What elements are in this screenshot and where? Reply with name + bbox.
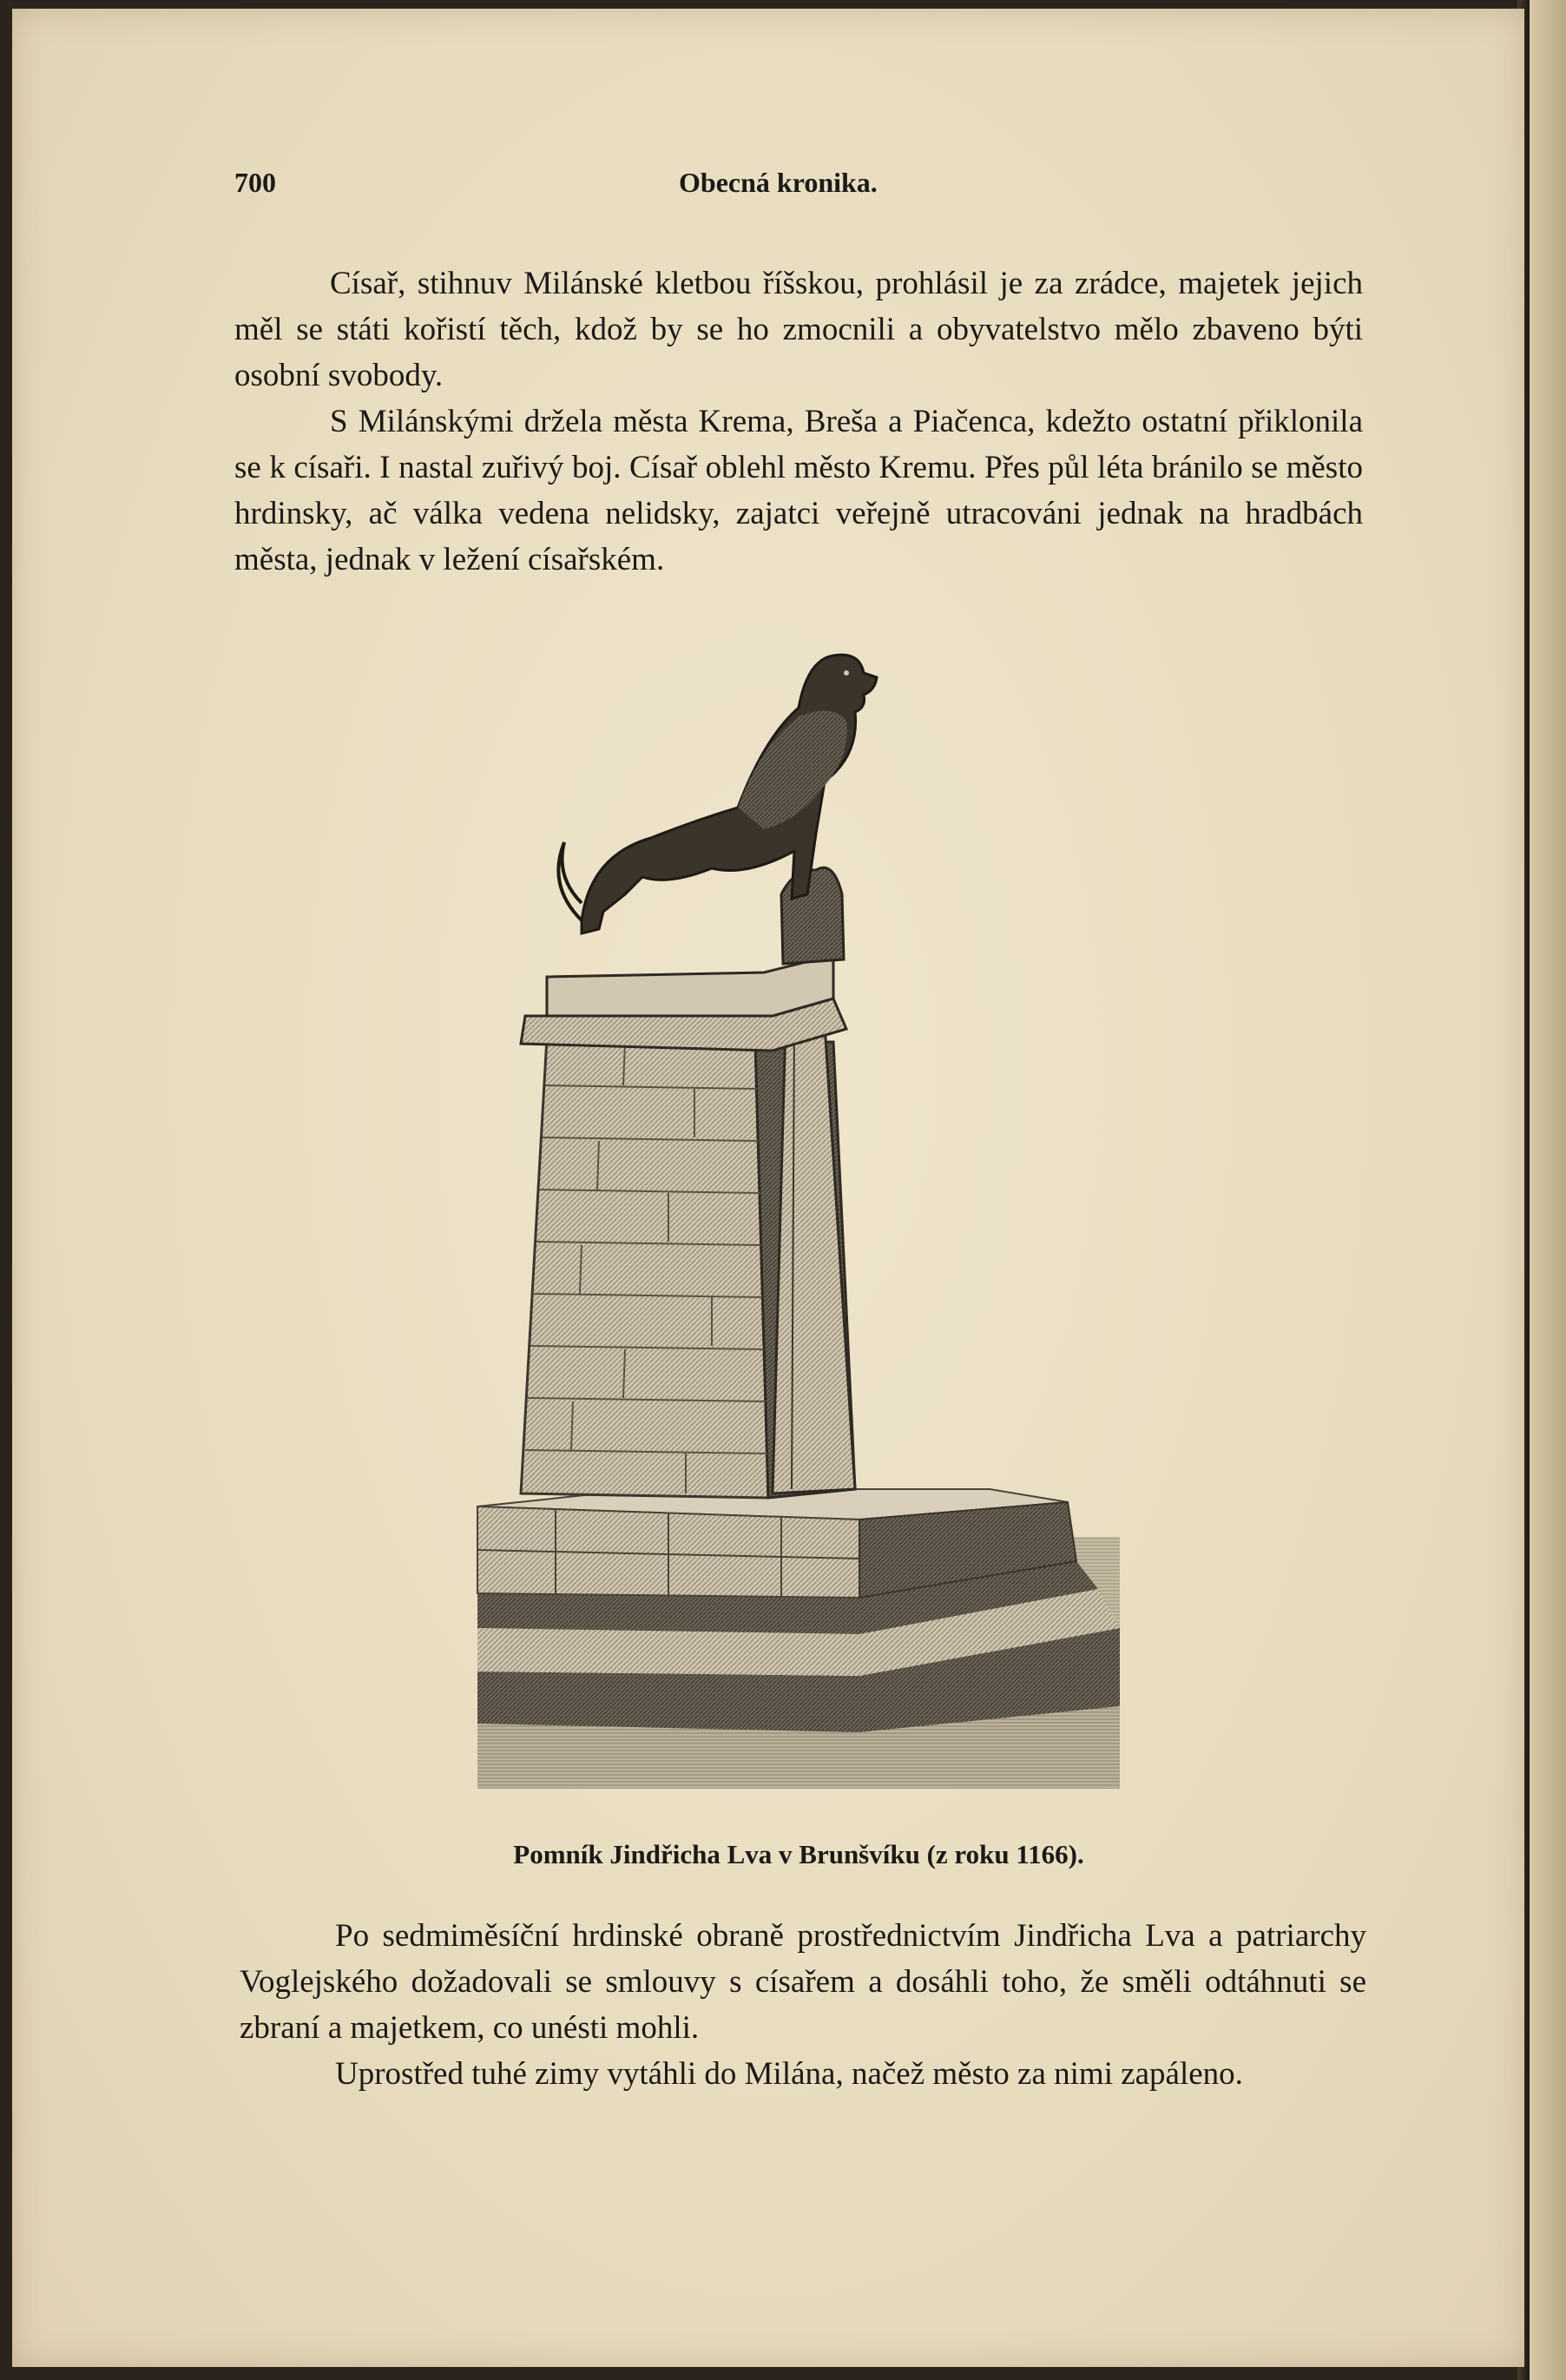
paragraph: S Milánskými držela města Krema, Breša a Piačenca, kdežto ostatní přiklonila se k císaři. I nastal zuřivý boj. Císař oblehl město Kremu. Přes půl léta bránilo se město hrdinsky, ač válka vedena nelidsky, zajatci veřejně utracováni jednak na hradbách města, jednak v ležení císařském. (234, 404, 1363, 577)
lion-monument-illustration (451, 634, 1146, 1802)
paragraph: Císař, stihnuv Milánské kletbou říšskou, prohlásil je za zrádce, majetek jejich měl se státi kořistí těch, kdož by se ho zmocnili a obyvatelstvo mělo zbaveno býti osobní svobody. (234, 266, 1363, 393)
figure-caption: Pomník Jindřicha Lva v Brunšvíku (z roku 1166). (513, 1839, 1084, 1869)
page-header (234, 167, 1363, 207)
column-cap (781, 867, 844, 964)
page-number: 700 (234, 167, 276, 198)
paragraph: Po sedmiměsíční hrdinské obraně prostřednictvím Jindřicha Lva a patriarchy Voglejského dožadovali se smlouvy s císařem a dosáhli toho, že směli odtáhnuti se zbraní a majetkem, co unésti mohli. (240, 1918, 1366, 2046)
running-title: Obecná kronika. (679, 167, 878, 198)
paragraph: Uprostřed tuhé zimy vytáhli do Milána, načež město za nimi zapáleno. (335, 2056, 1243, 2092)
text-block-top (234, 260, 1363, 583)
text-block-bottom (240, 1913, 1366, 2097)
pillar-front (521, 1038, 768, 1498)
facing-page-edge (1530, 0, 1566, 2380)
